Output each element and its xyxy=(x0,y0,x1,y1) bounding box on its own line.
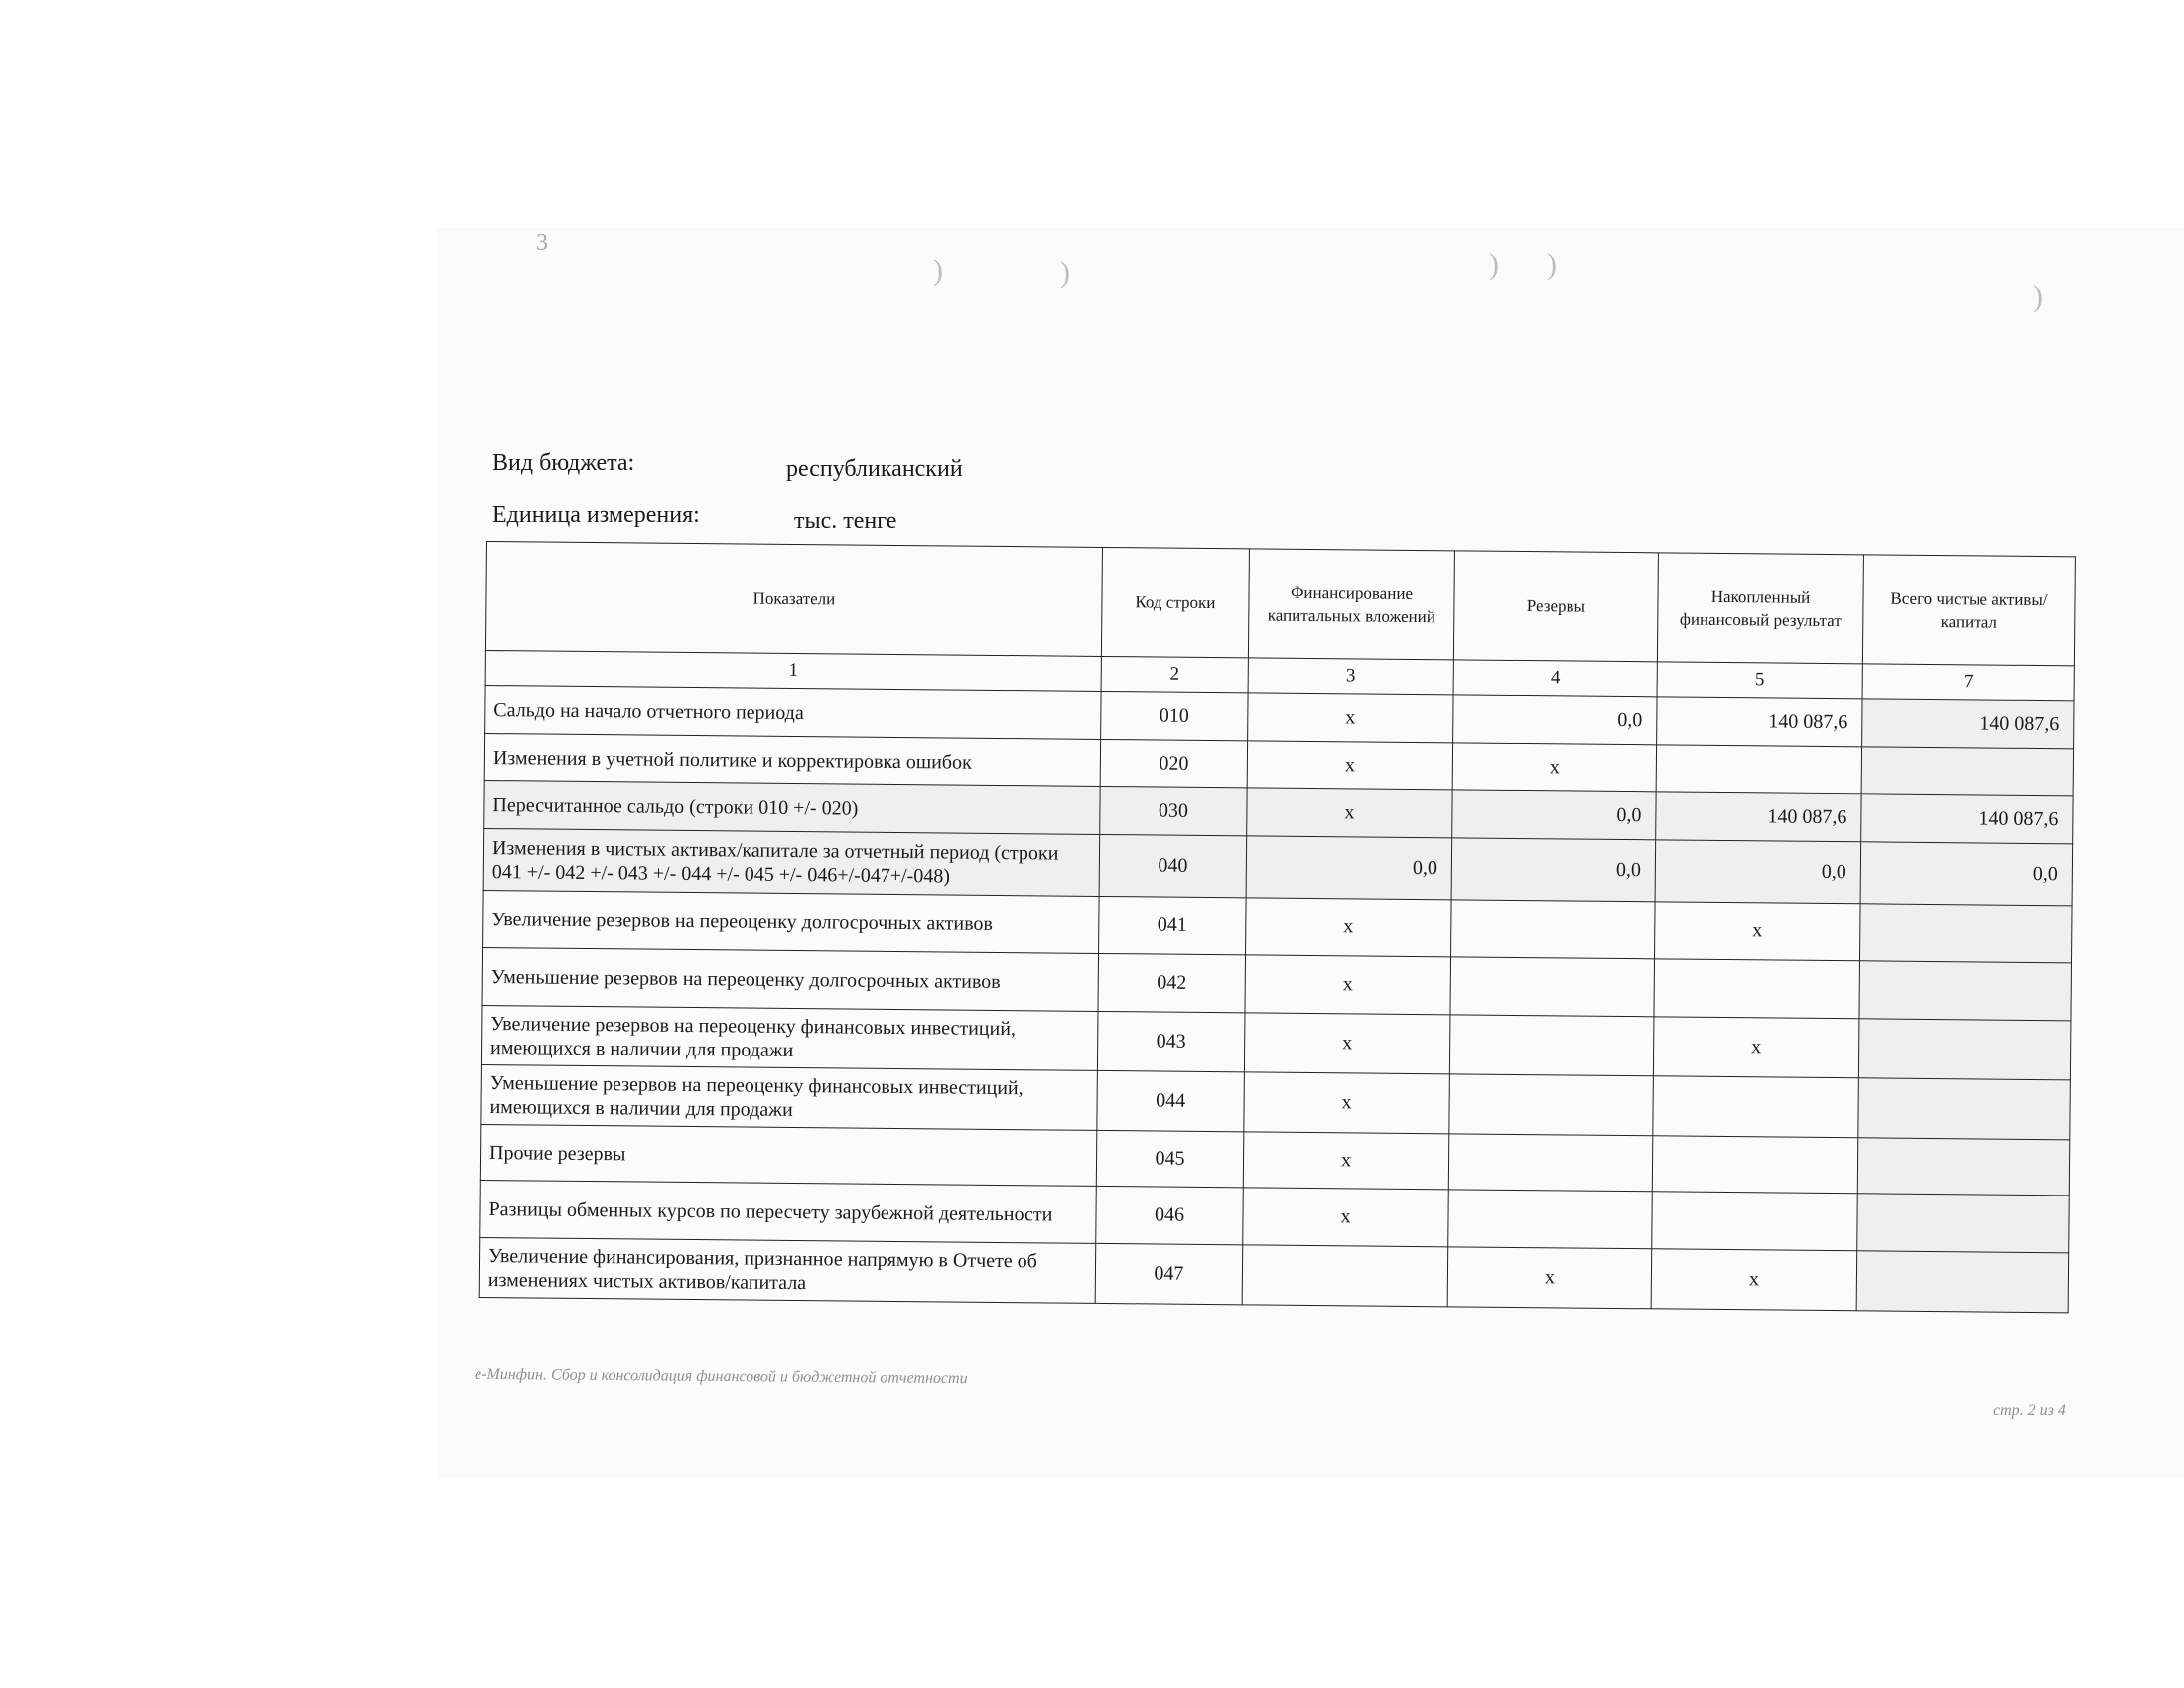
cell-capital-financing: x xyxy=(1245,955,1451,1015)
column-number: 1 xyxy=(485,650,1101,691)
cell-reserves xyxy=(1450,957,1655,1017)
header-row-code: Код строки xyxy=(1101,547,1249,657)
column-number: 3 xyxy=(1248,658,1453,695)
cell-total-net-assets: 140 087,6 xyxy=(1862,699,2074,749)
column-number: 2 xyxy=(1101,656,1248,692)
header-total-net-assets: Всего чистые активы/ капитал xyxy=(1862,555,2075,666)
row-name: Разницы обменных курсов по пересчету зарубежной деятельности xyxy=(480,1180,1097,1243)
punch-hole-mark: ) xyxy=(1489,248,1499,281)
row-name: Изменения в чистых активах/капитале за отчетный период (строки 041 +/- 042 +/- 043 +/- 044 +/- 045 +/- 046+/-047+/-048) xyxy=(483,828,1100,896)
cell-total-net-assets: 0,0 xyxy=(1860,842,2073,906)
row-code: 043 xyxy=(1097,1011,1245,1071)
header-indicators: Показатели xyxy=(485,542,1102,657)
cell-reserves xyxy=(1449,1074,1654,1136)
cell-total-net-assets xyxy=(1860,904,2073,963)
report-sheet xyxy=(479,541,2076,1313)
cell-capital-financing: x xyxy=(1244,1013,1450,1074)
cell-total-net-assets: 140 087,6 xyxy=(1861,794,2073,844)
cell-total-net-assets xyxy=(1859,961,2072,1021)
cell-reserves: x xyxy=(1452,743,1656,792)
column-number: 4 xyxy=(1453,660,1657,697)
cell-accumulated-result xyxy=(1656,745,1861,794)
page-mark: 3 xyxy=(536,230,548,256)
cell-reserves xyxy=(1449,1015,1654,1076)
row-name: Уменьшение резервов на переоценку долгосрочных активов xyxy=(482,947,1099,1011)
cell-reserves xyxy=(1448,1134,1653,1192)
cell-accumulated-result xyxy=(1652,1136,1858,1194)
row-name: Увеличение финансирования, признанное напрямую в Отчете об изменениях чистых активов/капитала xyxy=(479,1237,1096,1303)
cell-accumulated-result: x xyxy=(1655,902,1861,961)
row-name: Прочие резервы xyxy=(480,1124,1097,1186)
cell-total-net-assets xyxy=(1858,1019,2071,1080)
row-code: 010 xyxy=(1101,691,1248,740)
budget-type-label: Вид бюджета: xyxy=(492,450,635,476)
row-code: 046 xyxy=(1096,1186,1244,1244)
cell-reserves xyxy=(1448,1190,1653,1249)
punch-hole-mark: ) xyxy=(933,254,943,287)
cell-accumulated-result xyxy=(1653,1076,1859,1138)
cell-capital-financing xyxy=(1242,1245,1448,1307)
row-name: Увеличение резервов на переоценку финансовых инвестиций, имеющихся в наличии для продажи xyxy=(481,1005,1098,1070)
row-code: 030 xyxy=(1100,786,1247,835)
cell-accumulated-result: x xyxy=(1651,1249,1857,1311)
cell-capital-financing: x xyxy=(1248,693,1453,743)
cell-total-net-assets xyxy=(1857,1138,2070,1196)
cell-accumulated-result: 140 087,6 xyxy=(1656,792,1861,842)
row-code: 020 xyxy=(1100,739,1247,787)
row-name: Сальдо на начало отчетного периода xyxy=(485,685,1101,739)
column-number: 5 xyxy=(1657,662,1862,699)
column-number: 7 xyxy=(1862,664,2074,701)
row-name: Пересчитанное сальдо (строки 010 +/- 020) xyxy=(484,780,1100,834)
row-name: Изменения в учетной политике и корректировка ошибок xyxy=(484,733,1100,786)
punch-hole-mark: ) xyxy=(2033,280,2043,313)
row-name: Увеличение резервов на переоценку долгосрочных активов xyxy=(483,890,1100,953)
cell-capital-financing: x xyxy=(1246,898,1452,957)
row-code: 045 xyxy=(1096,1130,1244,1187)
cell-capital-financing: 0,0 xyxy=(1246,836,1452,900)
row-code: 042 xyxy=(1098,953,1246,1012)
punch-hole-mark: ) xyxy=(1547,248,1557,281)
cell-capital-financing: x xyxy=(1243,1188,1449,1247)
net-assets-table xyxy=(479,541,2076,1313)
cell-reserves: 0,0 xyxy=(1452,790,1656,840)
cell-reserves: 0,0 xyxy=(1451,838,1656,902)
footer-system-name: е-Минфин. Сбор и консолидация финансовой и бюджетной отчетности xyxy=(474,1365,968,1388)
cell-capital-financing: x xyxy=(1247,741,1452,790)
footer-page-number: стр. 2 из 4 xyxy=(1993,1402,2066,1419)
unit-value: тыс. тенге xyxy=(794,508,897,534)
cell-total-net-assets xyxy=(1856,1251,2069,1313)
row-code: 044 xyxy=(1097,1070,1245,1131)
cell-capital-financing: x xyxy=(1247,788,1452,838)
cell-accumulated-result xyxy=(1652,1192,1858,1251)
punch-hole-mark: ) xyxy=(1060,256,1070,289)
header-reserves: Резервы xyxy=(1453,551,1658,662)
budget-type-value: республиканский xyxy=(786,456,963,482)
cell-accumulated-result xyxy=(1654,959,1860,1019)
row-code: 047 xyxy=(1095,1243,1243,1304)
cell-reserves: x xyxy=(1447,1247,1652,1309)
header-accumulated-result: Накопленный финансовый результат xyxy=(1657,553,1863,664)
cell-reserves: 0,0 xyxy=(1453,695,1657,745)
row-code: 041 xyxy=(1099,896,1247,954)
cell-total-net-assets xyxy=(1857,1194,2070,1253)
cell-total-net-assets xyxy=(1858,1078,2071,1140)
cell-reserves xyxy=(1451,900,1656,959)
header-row xyxy=(485,542,2075,666)
cell-capital-financing: x xyxy=(1244,1072,1450,1134)
cell-total-net-assets xyxy=(1861,747,2073,796)
cell-accumulated-result: 140 087,6 xyxy=(1657,697,1862,747)
header-capital-financing: Финансирование капитальных вложений xyxy=(1248,549,1454,660)
unit-label: Единица измерения: xyxy=(492,502,700,528)
row-code: 040 xyxy=(1099,834,1247,897)
cell-accumulated-result: 0,0 xyxy=(1655,840,1861,904)
cell-accumulated-result: x xyxy=(1653,1017,1859,1078)
cell-capital-financing: x xyxy=(1243,1132,1449,1190)
row-name: Уменьшение резервов на переоценку финансовых инвестиций, имеющихся в наличии для продажи xyxy=(481,1064,1098,1130)
